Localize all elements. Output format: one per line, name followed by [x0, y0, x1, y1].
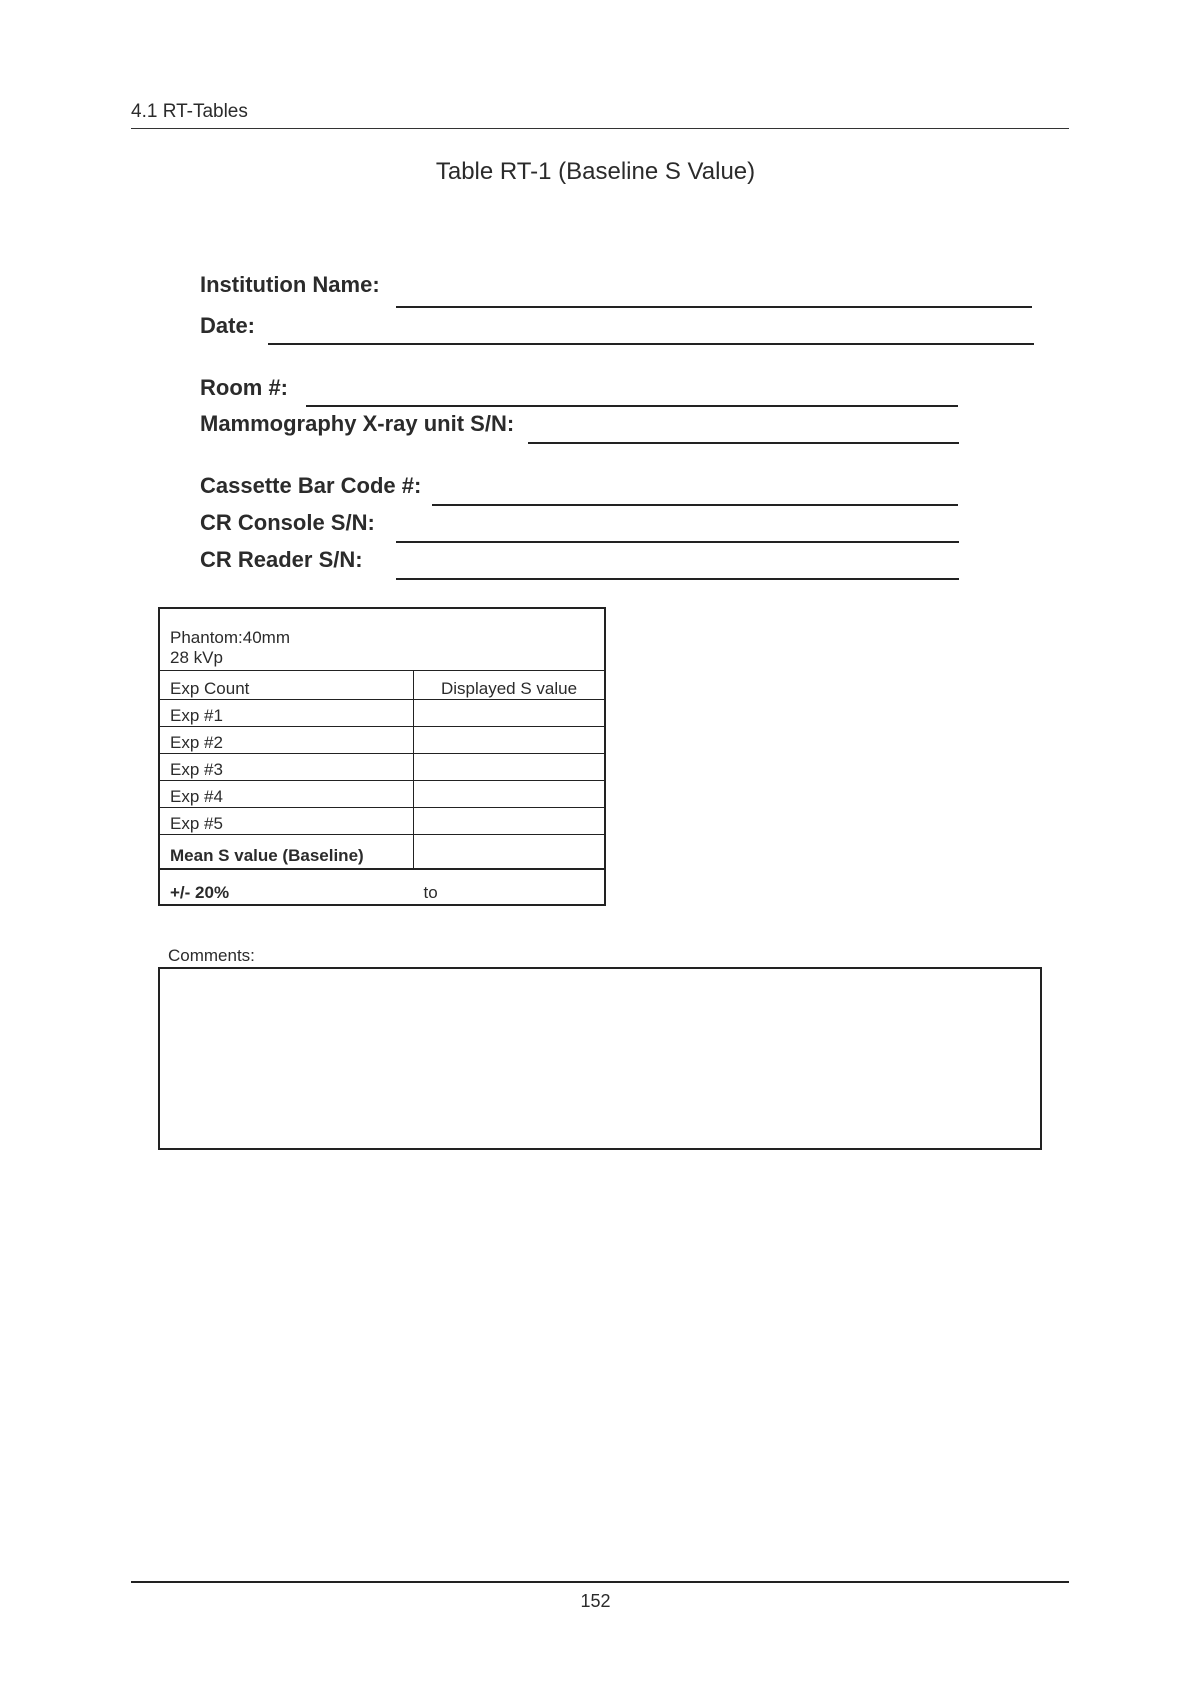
table-row: [159, 807, 605, 834]
cr-reader-sn-line[interactable]: [396, 578, 959, 580]
table-row: [159, 780, 605, 807]
s-value-cell[interactable]: [414, 699, 606, 726]
date-label: Date:: [200, 313, 256, 338]
mean-row: [159, 834, 605, 869]
tolerance-label: +/- 20%: [159, 869, 414, 905]
tolerance-row: [159, 869, 605, 905]
exp-count-header: Exp Count: [159, 670, 414, 699]
date-line[interactable]: [268, 343, 1034, 345]
cr-console-sn-line[interactable]: [396, 541, 959, 543]
page-title: Table RT-1 (Baseline S Value): [435, 158, 756, 185]
s-value-cell[interactable]: [414, 726, 606, 753]
s-value-cell[interactable]: [414, 780, 606, 807]
baseline-s-table: [158, 607, 606, 906]
room-line[interactable]: [306, 405, 958, 407]
cassette-barcode-line[interactable]: [432, 504, 958, 506]
table-header-row: [159, 670, 605, 699]
cr-console-sn-label: CR Console S/N:: [200, 510, 375, 535]
exp-label: Exp #4: [159, 780, 414, 807]
header-rule: [131, 128, 1069, 129]
xray-unit-sn-line[interactable]: [528, 442, 959, 444]
exp-label: Exp #2: [159, 726, 414, 753]
cr-reader-sn-label: CR Reader S/N:: [200, 547, 363, 572]
phantom-cell: [159, 608, 605, 670]
mean-s-value-label: Mean S value (Baseline): [159, 834, 414, 869]
displayed-s-value-header: Displayed S value: [414, 670, 606, 699]
institution-name-label: Institution Name:: [200, 272, 380, 297]
tolerance-to: to: [414, 869, 606, 905]
footer-rule: [131, 1581, 1069, 1583]
institution-name-line[interactable]: [396, 306, 1032, 308]
table-row: [159, 726, 605, 753]
exp-label: Exp #3: [159, 753, 414, 780]
comments-box[interactable]: [158, 967, 1042, 1150]
s-value-cell[interactable]: [414, 753, 606, 780]
page-number: 152: [580, 1591, 611, 1611]
comments-label: Comments:: [168, 946, 255, 965]
section-header: 4.1 RT-Tables: [131, 101, 248, 122]
s-value-cell[interactable]: [414, 807, 606, 834]
table-row: [159, 753, 605, 780]
phantom-row: [159, 608, 605, 670]
exp-label: Exp #5: [159, 807, 414, 834]
cassette-barcode-label: Cassette Bar Code #:: [200, 473, 422, 498]
exp-label: Exp #1: [159, 699, 414, 726]
table-row: [159, 699, 605, 726]
phantom-kvp: 28 kVp: [170, 647, 223, 667]
mean-s-value-cell[interactable]: [414, 834, 606, 869]
xray-unit-sn-label: Mammography X-ray unit S/N:: [200, 411, 515, 436]
room-label: Room #:: [200, 375, 288, 400]
phantom-thickness: Phantom:40mm: [170, 627, 290, 647]
